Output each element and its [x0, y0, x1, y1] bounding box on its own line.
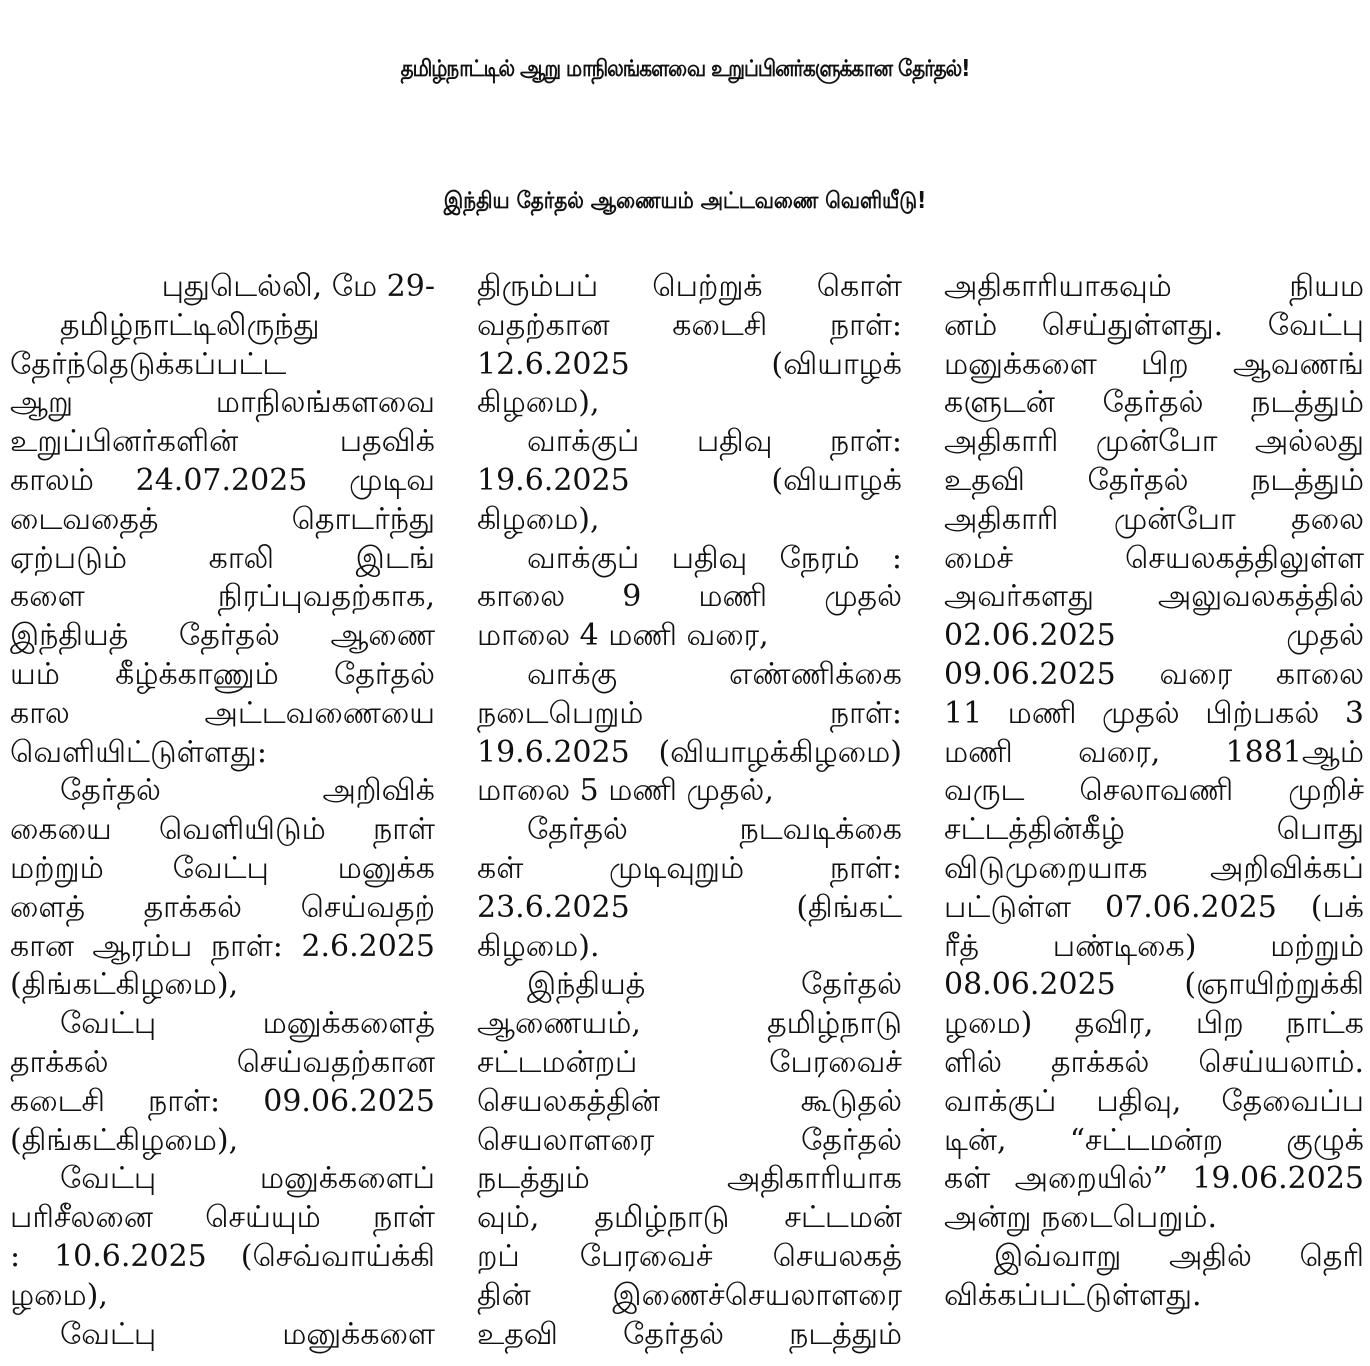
- article-line: தமிழ்நாட்டிலிருந்து: [60, 307, 320, 343]
- article-line: வாக்கு எண்ணிக்கை: [527, 656, 902, 692]
- article-line: பரிசீலனை செய்யும் நாள்: [10, 1200, 435, 1236]
- article-line: மாலை 4 மணி வரை,: [477, 618, 769, 654]
- article-line: றப் பேரவைச் செயலகத்: [477, 1238, 902, 1274]
- article-line: ழமை) தவிர, பிற நாட்க: [944, 1006, 1364, 1042]
- article-line: சட்டத்தின்கீழ் பொது: [944, 812, 1364, 848]
- article-line: சட்டமன்றப் பேரவைச்: [477, 1044, 902, 1080]
- article-line: ஆணையம், தமிழ்நாடு: [477, 1006, 902, 1042]
- article-line: 19.6.2025 (வியாழக்கிழமை): [477, 734, 902, 770]
- article-line: கிழமை),: [477, 501, 600, 537]
- article-line: விடுமுறையாக அறிவிக்கப்: [944, 850, 1364, 886]
- article-line: மணி வரை, 1881ஆம்: [944, 734, 1364, 770]
- article-line: மனுக்களை பிற ஆவணங்: [944, 346, 1364, 382]
- article-line: கள் அறையில்” 19.06.2025: [944, 1161, 1364, 1197]
- headline: தமிழ்நாட்டில் ஆறு மாநிலங்களவை உறுப்பினர்களுக்கான தேர்தல்!: [400, 54, 970, 82]
- article-line: டின், “சட்டமன்ற குழுக்: [944, 1122, 1364, 1158]
- article-line: உறுப்பினர்களின் பதவிக்: [10, 424, 435, 460]
- article-line: செயலகத்தின் கூடுதல்: [477, 1083, 902, 1119]
- article-line: அதிகாரியாகவும் நியம: [944, 269, 1364, 304]
- article-line: வேட்பு மனுக்களைப்: [60, 1161, 435, 1197]
- article-line: உதவி தேர்தல் நடத்தும்: [944, 462, 1364, 498]
- article-line: இந்தியத் தேர்தல் ஆணை: [10, 618, 435, 654]
- article-line: அன்று நடைபெறும்.: [944, 1200, 1217, 1236]
- article-line: செயலாளரை தேர்தல்: [477, 1122, 902, 1158]
- article-line: அதிகாரி முன்போ அல்லது: [944, 424, 1364, 460]
- article-line: தேர்தல் நடவடிக்கை: [527, 812, 902, 848]
- article-line: வதற்கான கடைசி நாள்:: [477, 307, 902, 343]
- article-line: 19.6.2025 (வியாழக்: [477, 462, 902, 498]
- article-line: வாக்குப் பதிவு நேரம் :: [527, 540, 902, 576]
- article-line: 08.06.2025 (ஞாயிற்றுக்கி: [944, 967, 1364, 1003]
- article-line: இந்தியத் தேர்தல்: [527, 967, 902, 1003]
- article-line: கான ஆரம்ப நாள்: 2.6.2025: [10, 928, 435, 964]
- article-line: டைவதைத் தொடர்ந்து: [10, 501, 435, 537]
- article-line: தேர்ந்தெடுக்கப்பட்ட: [10, 346, 287, 382]
- article-line: வேட்பு மனுக்களைத்: [60, 1006, 435, 1042]
- article-line: கையை வெளியிடும் நாள்: [10, 812, 435, 848]
- article-line: னம் செய்துள்ளது. வேட்பு: [944, 307, 1364, 343]
- article-line: புதுடெல்லி, மே 29-: [161, 269, 435, 304]
- article-line: தாக்கல் செய்வதற்கான: [10, 1044, 435, 1080]
- article-line: ஆறு மாநிலங்களவை: [10, 385, 435, 421]
- article-line: கள் முடிவுறும் நாள்:: [477, 850, 902, 886]
- article-line: வேட்பு மனுக்களை: [60, 1316, 435, 1352]
- article-line: 23.6.2025 (திங்கட்: [477, 889, 902, 925]
- article-line: ளில் தாக்கல் செய்யலாம்.: [944, 1044, 1364, 1080]
- article-line: 11 மணி முதல் பிற்பகல் 3: [944, 695, 1364, 731]
- article-line: வாக்குப் பதிவு, தேவைப்ப: [944, 1083, 1364, 1119]
- article-line: களுடன் தேர்தல் நடத்தும்: [944, 385, 1364, 421]
- article-line: காலம் 24.07.2025 முடிவ: [10, 462, 435, 498]
- article-column-1: [10, 268, 435, 1354]
- article-line: கடைசி நாள்: 09.06.2025: [10, 1083, 435, 1119]
- article-line: மைச் செயலகத்திலுள்ள: [944, 540, 1364, 576]
- article-line: 09.06.2025 வரை காலை: [944, 656, 1364, 692]
- article-line: ஏற்படும் காலி இடங்: [10, 540, 435, 576]
- article-line: வெளியிட்டுள்ளது:: [10, 734, 267, 770]
- article-line: நடைபெறும் நாள்:: [477, 695, 902, 731]
- article-line: நடத்தும் அதிகாரியாக: [477, 1161, 902, 1197]
- article-line: ழமை),: [10, 1277, 108, 1313]
- article-line: விக்கப்பட்டுள்ளது.: [944, 1277, 1202, 1313]
- article-line: திரும்பப் பெற்றுக் கொள்: [477, 269, 902, 304]
- article-line: மற்றும் வேட்பு மனுக்க: [10, 850, 435, 886]
- article-line: பட்டுள்ள 07.06.2025 (பக்: [944, 889, 1364, 925]
- article-line: காலை 9 மணி முதல்: [477, 579, 902, 615]
- article-line: களை நிரப்புவதற்காக,: [10, 579, 435, 615]
- article-line: இவ்வாறு அதில் தெரி: [994, 1238, 1364, 1274]
- article-line: ரீத் பண்டிகை) மற்றும்: [944, 928, 1364, 964]
- article-line: 12.6.2025 (வியாழக்: [477, 346, 902, 382]
- article-line: யம் கீழ்க்காணும் தேர்தல்: [10, 656, 435, 692]
- article-line: கிழமை).: [477, 928, 600, 964]
- article-line: (திங்கட்கிழமை),: [10, 1122, 239, 1158]
- article-line: வும், தமிழ்நாடு சட்டமன்: [477, 1200, 902, 1236]
- article-line: தேர்தல் அறிவிக்: [60, 773, 435, 809]
- article-line: (திங்கட்கிழமை),: [10, 967, 239, 1003]
- article-line: மாலை 5 மணி முதல்,: [477, 773, 774, 809]
- article-line: கிழமை),: [477, 385, 600, 421]
- article-line: தின் இணைச்செயலாளரை: [477, 1277, 902, 1313]
- article-line: கால அட்டவணையை: [10, 695, 435, 731]
- article-line: 02.06.2025 முதல்: [944, 618, 1364, 654]
- article-column-2: [477, 268, 902, 1354]
- article-line: அவர்களது அலுவலகத்தில்: [944, 579, 1364, 615]
- article-column-3: [944, 268, 1364, 1316]
- article-line: வாக்குப் பதிவு நாள்:: [527, 424, 902, 460]
- article-line: : 10.6.2025 (செவ்வாய்க்கி: [10, 1238, 435, 1274]
- article-line: அதிகாரி முன்போ தலை: [944, 501, 1364, 537]
- article-line: உதவி தேர்தல் நடத்தும்: [477, 1316, 902, 1352]
- article-line: வருட செலாவணி முறிச்: [944, 773, 1364, 809]
- subheadline: இந்திய தேர்தல் ஆணையம் அட்டவணை வெளியீடு!: [443, 186, 927, 214]
- article-line: ளைத் தாக்கல் செய்வதற்: [10, 889, 435, 925]
